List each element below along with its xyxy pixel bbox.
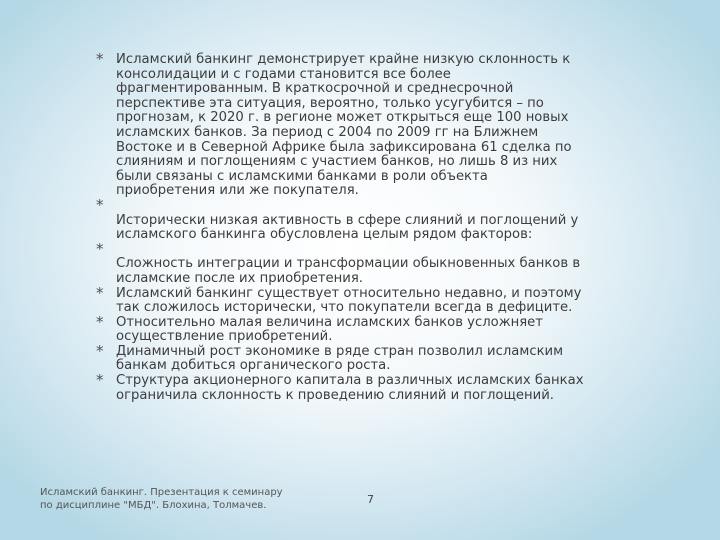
bullet-star-icon: * [96,50,104,68]
bullet-star-icon: * [96,312,104,331]
bullet-star-icon: * [96,341,104,360]
bullet-item [96,283,586,316]
bullet-item [96,50,586,199]
bullet-star-icon: * [96,283,104,302]
footer-line-1: Исламский банкинг. Презентация к семинару [40,487,283,498]
bullet-text: Сложность интеграции и трансформации обыкновенных банков в исламские после их приобретения. [116,256,581,286]
bullet-star-icon: * [96,195,104,214]
slide-footer [40,486,320,512]
page-number: 7 [367,493,374,506]
bullet-text: Исторически низкая активность в сфере слияний и поглощений у исламского банкинга обусловлена целым рядом факторов: [116,212,579,243]
bullet-text: Структура акционерного капитала в различных исламских банках ограничила склонность к проведению слияний и поглощений. [116,373,584,403]
bullet-text: Относительно малая величина исламских банков усложняет осуществление приобретений. [116,314,543,345]
bullet-text: Исламский банкинг демонстрирует крайне низкую склонность к консолидации и с годами становится все более фрагментированным. В краткосрочной и среднесрочной перспективе эта ситуация, вероятно, только усугубится – по прогнозам, к 2020 г. в регионе может открыться еще 100 новых исламских банков. За период с 2004 по 2009 гг на Ближнем Востоке и в Северной Африке была зафиксирована 61 сделка по слияниям и поглощениям с участием банков, но лишь 8 из них были связаны с исламскими банками в роли объекта приобретения или же покупателя. [116,52,572,199]
bullet-item [96,341,586,374]
footer-line-2: по дисциплине "МБД". Блохина, Толмачев. [40,500,267,511]
bullet-item [96,312,586,345]
bullet-item [96,371,586,403]
bullet-list [96,50,586,403]
bullet-item [96,195,586,243]
bullet-star-icon: * [96,239,104,258]
bullet-star-icon: * [96,371,104,390]
bullet-text: Исламский банкинг существует относительно недавно, и поэтому так сложилось исторически, что покупатели всегда в дефиците. [116,285,582,316]
bullet-item [96,239,586,287]
bullet-text: Динамичный рост экономике в ряде стран позволил исламским банкам добиться органического роста. [116,343,564,374]
